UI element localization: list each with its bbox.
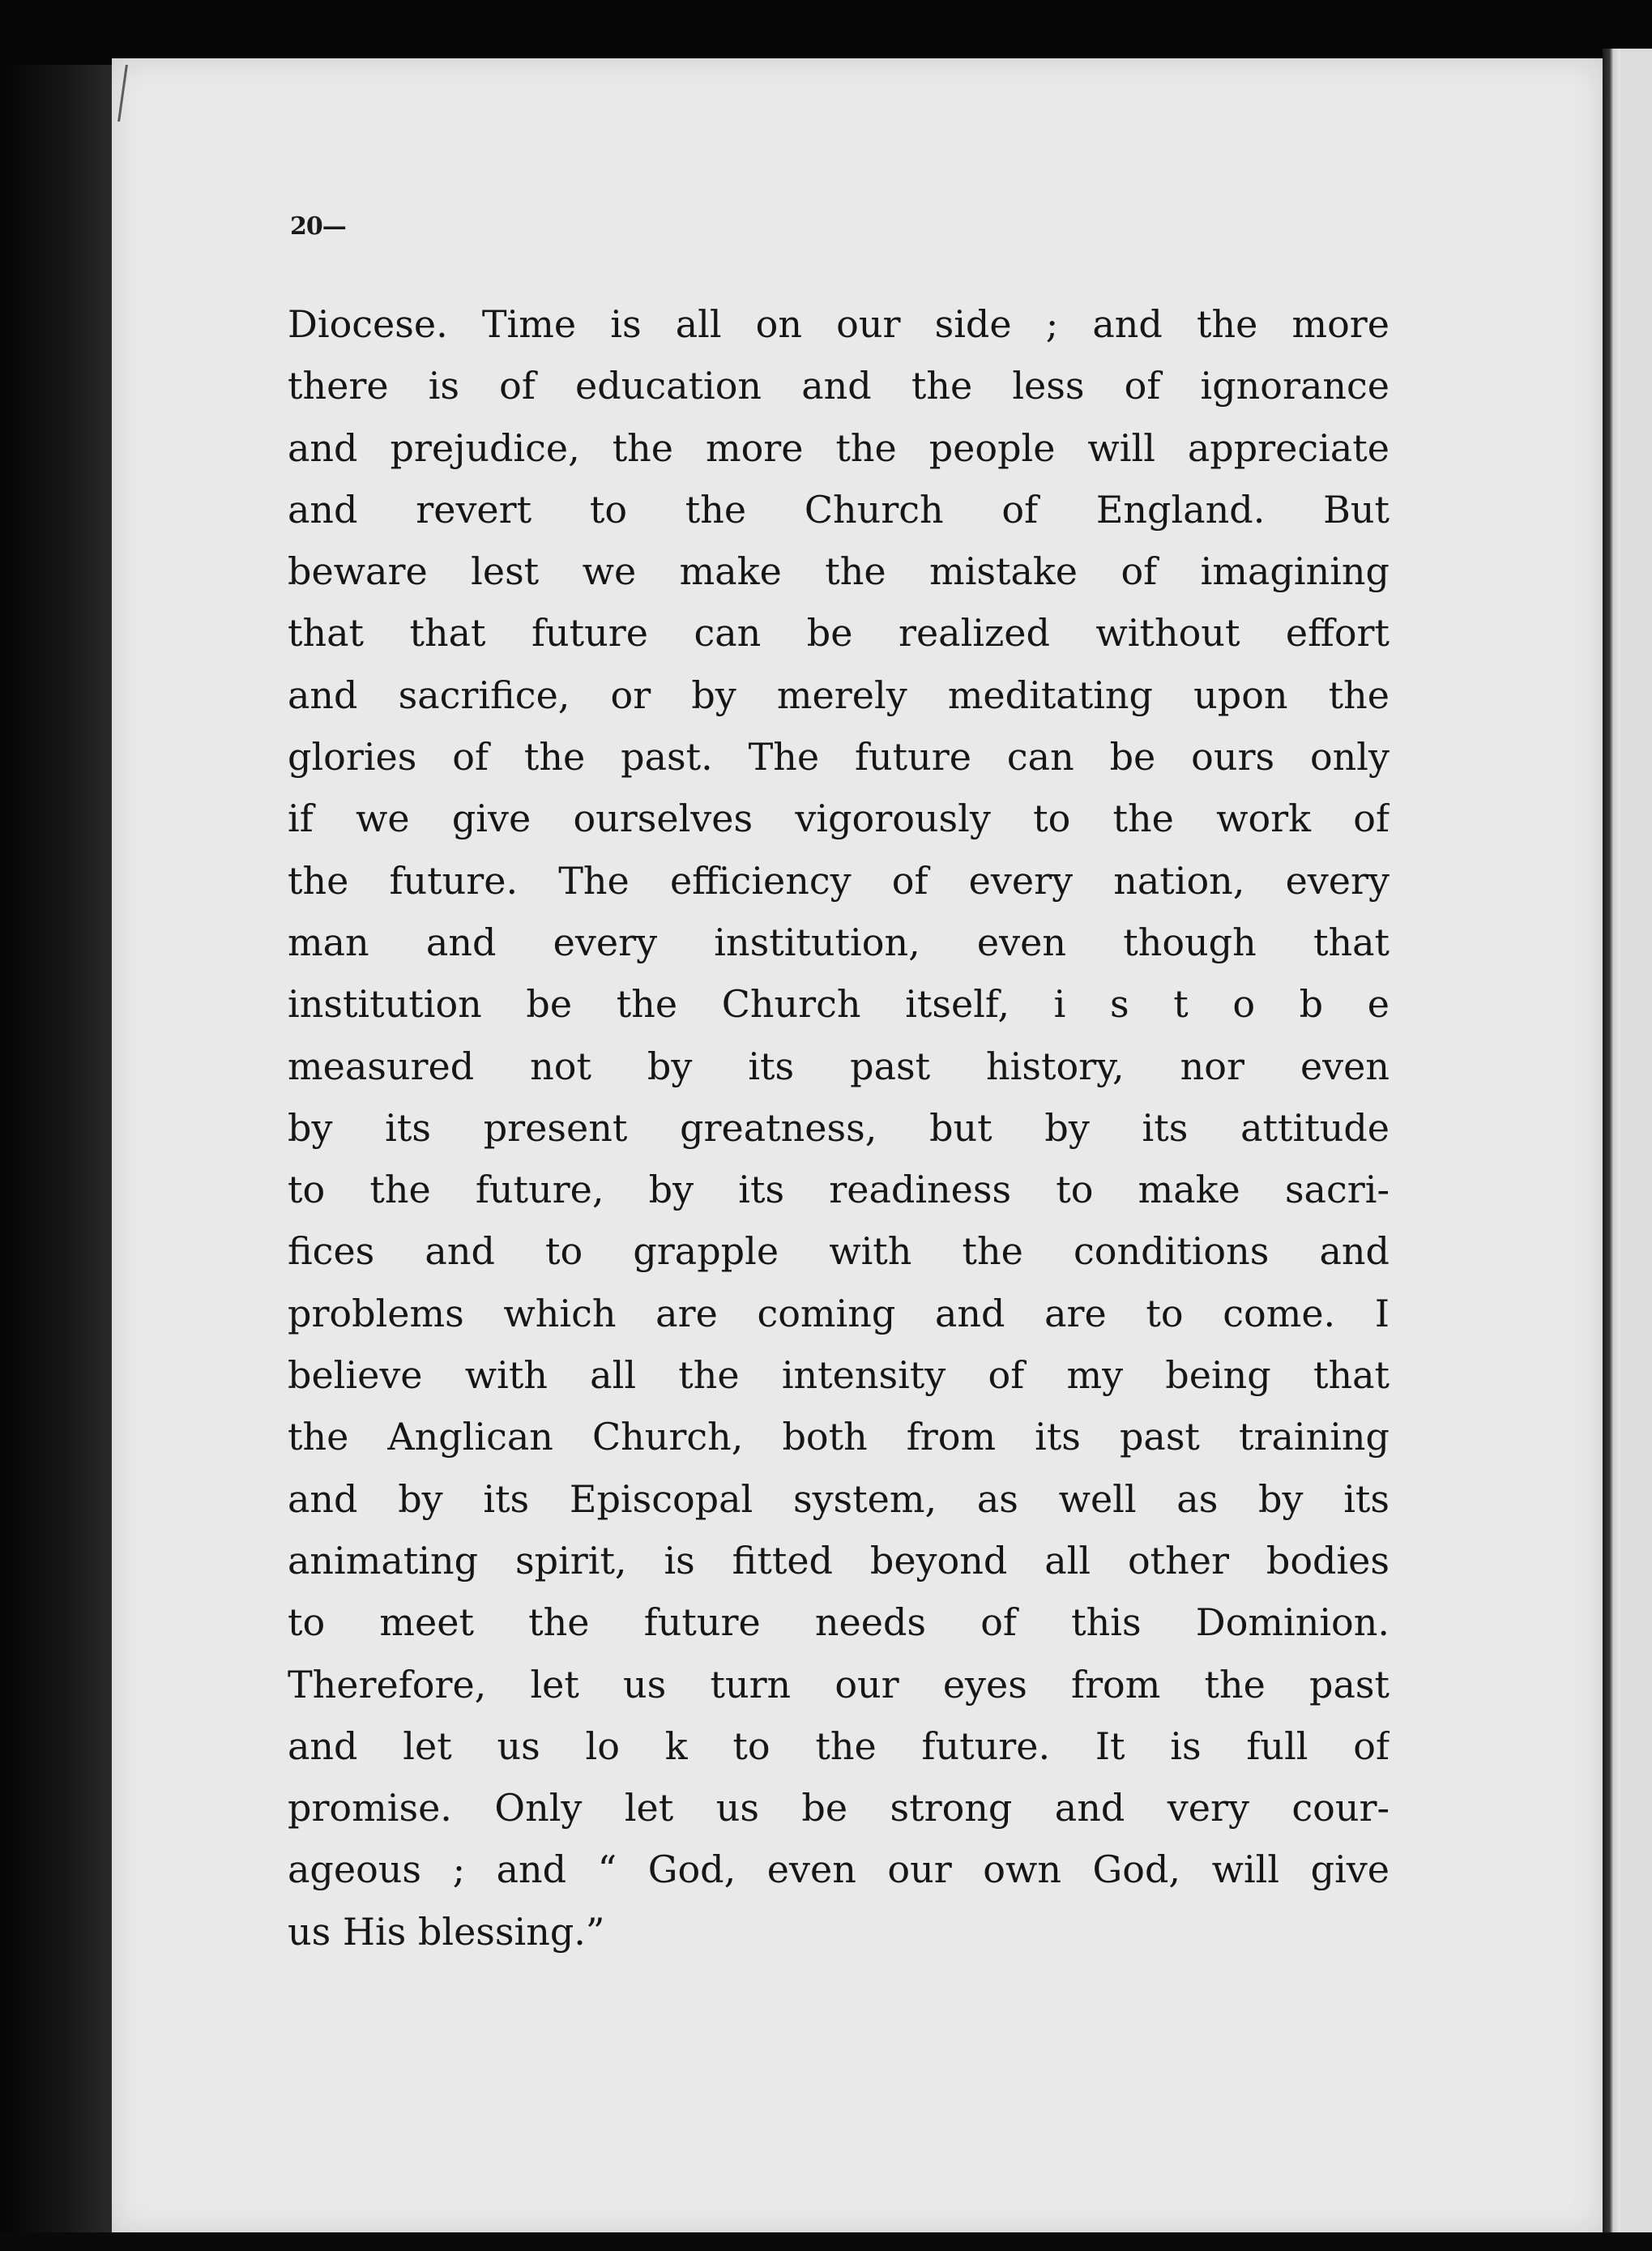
text-line: animating spirit, is fitted beyond all other bodies: [288, 1538, 1389, 1583]
text-line: if we give ourselves vigorously to the work of: [288, 797, 1389, 841]
text-line: man and every institution, even though that: [288, 920, 1389, 964]
text-line: ageous ; and “ God, even our own God, will give: [288, 1847, 1389, 1892]
body-paragraph: [288, 293, 1389, 1963]
text-line: to the future, by its readiness to make sacri-: [288, 1168, 1389, 1212]
page-number: 20—: [290, 212, 346, 241]
text-line: that that future can be realized without effort: [288, 611, 1389, 656]
page-gutter-edge: [1603, 49, 1620, 2236]
text-line: the Anglican Church, both from its past training: [288, 1415, 1389, 1459]
scan-bottom-border: [0, 2232, 1652, 2251]
text-line: fices and to grapple with the conditions and: [288, 1229, 1389, 1274]
scan-left-border: [0, 0, 112, 2251]
text-line: and prejudice, the more the people will appreciate: [288, 425, 1389, 470]
page-corner-mark: [117, 65, 177, 122]
text-line: glories of the past. The future can be ours only: [288, 735, 1389, 780]
text-line: to meet the future needs of this Dominion.: [288, 1600, 1389, 1645]
text-line: Therefore, let us turn our eyes from the past: [288, 1662, 1389, 1706]
facing-page-edge: [1620, 49, 1652, 2236]
text-line: there is of education and the less of ignorance: [288, 364, 1389, 408]
text-line: us His blessing.”: [288, 1909, 605, 1954]
scan-top-border: [0, 0, 1652, 65]
text-line: and let us lo k to the future. It is full of: [288, 1723, 1389, 1768]
text-line: believe with all the intensity of my being that: [288, 1353, 1389, 1398]
text-line: measured not by its past history, nor even: [288, 1044, 1389, 1088]
text-line: and revert to the Church of England. But: [288, 487, 1389, 532]
text-line: the future. The efficiency of every nation, every: [288, 858, 1389, 903]
text-line: problems which are coming and are to come. I: [288, 1291, 1389, 1335]
text-line: and by its Episcopal system, as well as by its: [288, 1476, 1389, 1521]
text-line: institution be the Church itself, i s t o b e: [288, 982, 1389, 1027]
text-line: beware lest we make the mistake of imagining: [288, 549, 1389, 594]
text-line: Diocese. Time is all on our side ; and the more: [288, 302, 1389, 346]
text-line: and sacrifice, or by merely meditating upon the: [288, 673, 1389, 717]
text-line: by its present greatness, but by its attitude: [288, 1105, 1389, 1150]
text-line: promise. Only let us be strong and very cour-: [288, 1786, 1389, 1830]
